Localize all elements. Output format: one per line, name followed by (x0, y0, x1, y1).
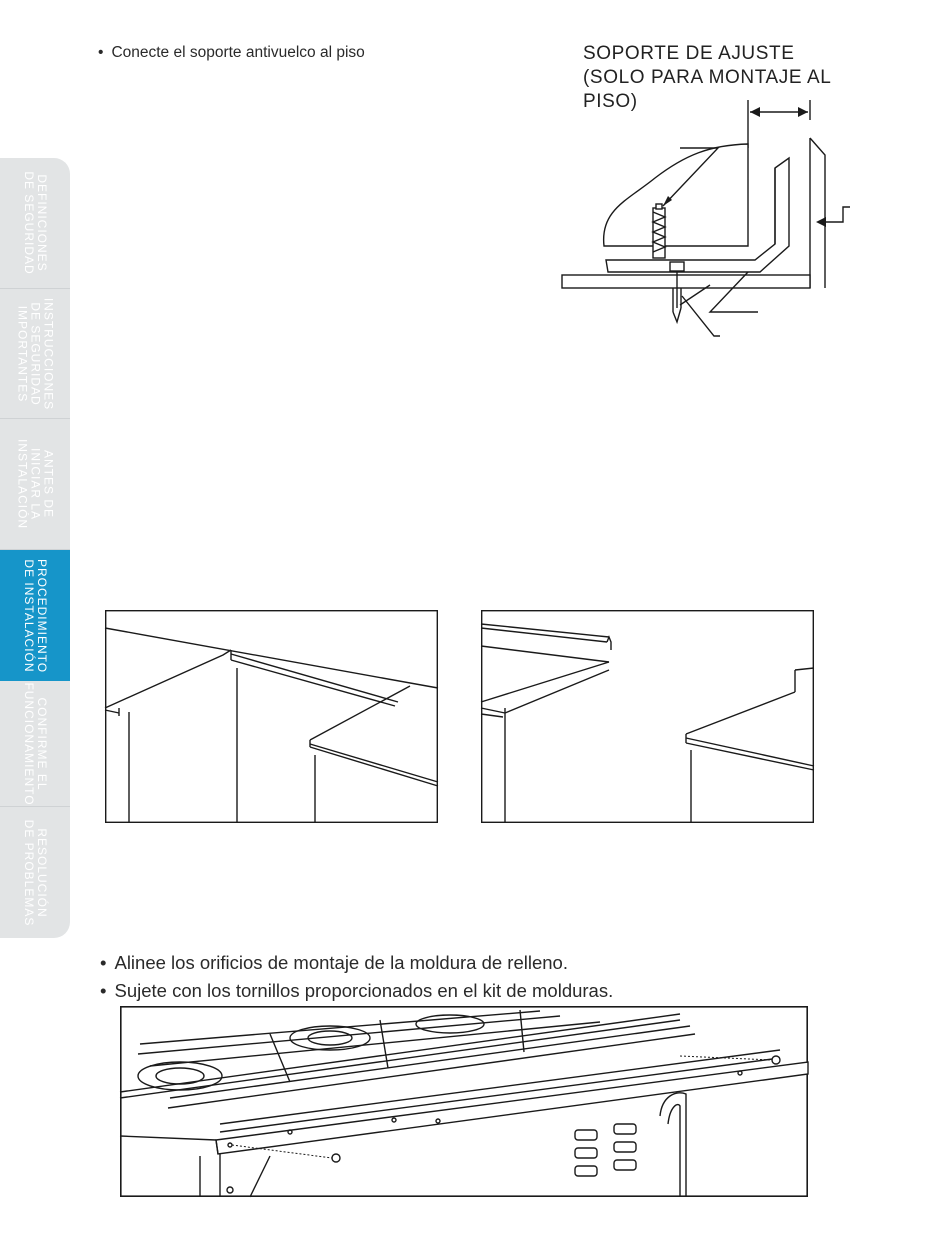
tab-label: DEFINICIONES DE SEGURIDAD (22, 171, 49, 275)
tab-confirm-operation[interactable] (0, 681, 70, 807)
tab-installation-procedure[interactable] (0, 550, 70, 681)
tab-before-installation[interactable] (0, 419, 70, 550)
tab-label: CONFIRME EL FUNCIONAMIENTO (22, 681, 49, 806)
countertop-diagram-right (481, 610, 814, 823)
range-trim-diagram (120, 1006, 808, 1197)
tab-important-safety[interactable] (0, 289, 70, 419)
side-tab-strip (0, 158, 70, 938)
diagram-title: SOPORTE DE AJUSTE (SOLO PARA MONTAJE AL PISO) (583, 43, 832, 112)
step-anchor-text: • Conecte el soporte antivuelco al piso (98, 44, 365, 61)
tab-troubleshooting[interactable] (0, 807, 70, 938)
tab-label: PROCEDIMIENTO DE INSTALACIÓN (22, 558, 49, 673)
anti-tip-bracket-diagram (560, 100, 860, 340)
tab-label: ANTES DE INICIAR LA INSTALACIÓN (15, 438, 56, 530)
tab-safety-definitions[interactable] (0, 158, 70, 289)
trim-instruction-1: • Alinee los orificios de montaje de la moldura de relleno. (100, 952, 568, 973)
tab-label: RESOLUCIÓN DE PROBLEMAS (22, 819, 49, 926)
trim-instruction-2: • Sujete con los tornillos proporcionados en el kit de molduras. (100, 980, 614, 1001)
countertop-diagram-left (105, 610, 438, 823)
tab-label: INSTRUCCIONES DE SEGURIDAD IMPORTANTES (15, 297, 56, 410)
